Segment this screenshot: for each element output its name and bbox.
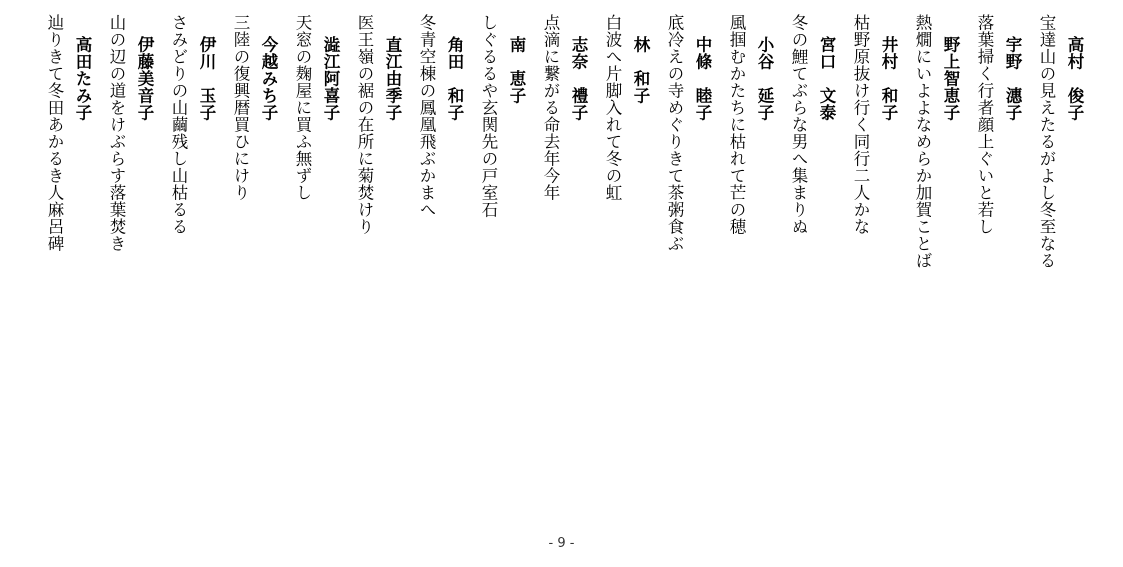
haiku-entry [405,14,467,524]
haiku-author: 林 和子 [631,36,650,104]
haiku-author: 伊川 玉子 [197,36,216,121]
haiku-entry [715,14,777,524]
haiku-poem: 底冷えの寺めぐりきて茶粥食ぶ [665,14,684,252]
haiku-poem: 冬の鯉てぶらな男へ集まりぬ [789,14,808,235]
haiku-poem: 宝達山の見えたるがよし冬至なる [1037,14,1056,269]
haiku-author: 志奈 禮子 [569,36,588,121]
haiku-poem: さみどりの山繭残し山枯るる [169,14,188,235]
haiku-poem: 辿りきて冬田あかるき人麻呂碑 [45,14,64,252]
haiku-poem: 医王嶺の裾の在所に菊焚けり [355,14,374,235]
haiku-poem: 山の辺の道をけぶらす落葉焚き [107,14,126,252]
haiku-entry [963,14,1025,524]
haiku-entry [529,14,591,524]
haiku-author: 宇野 潓子 [1003,36,1022,121]
haiku-poem: 天窓の麹屋に買ふ無ずし [293,14,312,201]
haiku-poem: 白波へ片脚入れて冬の虹 [603,14,622,201]
haiku-entry [219,14,281,524]
haiku-poem: 冬青空棟の鳳凰飛ぶかまへ [417,14,436,218]
haiku-author: 直江由季子 [383,36,402,121]
haiku-author: 南 恵子 [507,36,526,104]
haiku-poem: 風掴むかたちに枯れて芒の穂 [727,14,746,235]
haiku-author: 角田 和子 [445,36,464,121]
haiku-entry [33,14,95,524]
haiku-entry [839,14,901,524]
haiku-entry [777,14,839,524]
haiku-entry [467,14,529,524]
haiku-columns [33,14,1087,524]
haiku-poem: 点滴に繋がる命去年今年 [541,14,560,201]
haiku-author: 井村 和子 [879,36,898,121]
haiku-entry [343,14,405,524]
haiku-entry [281,14,343,524]
haiku-author: 今越みち子 [259,36,278,121]
haiku-entry [1025,14,1087,524]
haiku-author: 小谷 延子 [755,36,774,121]
haiku-poem: しぐるるや玄関先の戸室石 [479,14,498,218]
haiku-author: 伊藤美音子 [135,36,154,121]
haiku-poem: 枯野原抜け行く同行二人かな [851,14,870,235]
haiku-poem: 落葉掃く行者顔上ぐいと若し [975,14,994,235]
haiku-author: 高田たみ子 [73,36,92,121]
haiku-poem: 熱燗にいよよなめらか加賀ことば [913,14,932,269]
page-number: - 9 - [548,536,575,551]
haiku-entry [653,14,715,524]
haiku-entry [591,14,653,524]
haiku-author: 野上智恵子 [941,36,960,121]
haiku-entry [95,14,157,524]
haiku-poem: 三陸の復興暦買ひにけり [231,14,250,201]
haiku-entry [157,14,219,524]
haiku-author: 宮口 文泰 [817,36,836,121]
haiku-author: 澁江阿喜子 [321,36,340,121]
haiku-entry [901,14,963,524]
haiku-author: 高村 俊子 [1065,36,1084,121]
haiku-author: 中條 睦子 [693,36,712,121]
